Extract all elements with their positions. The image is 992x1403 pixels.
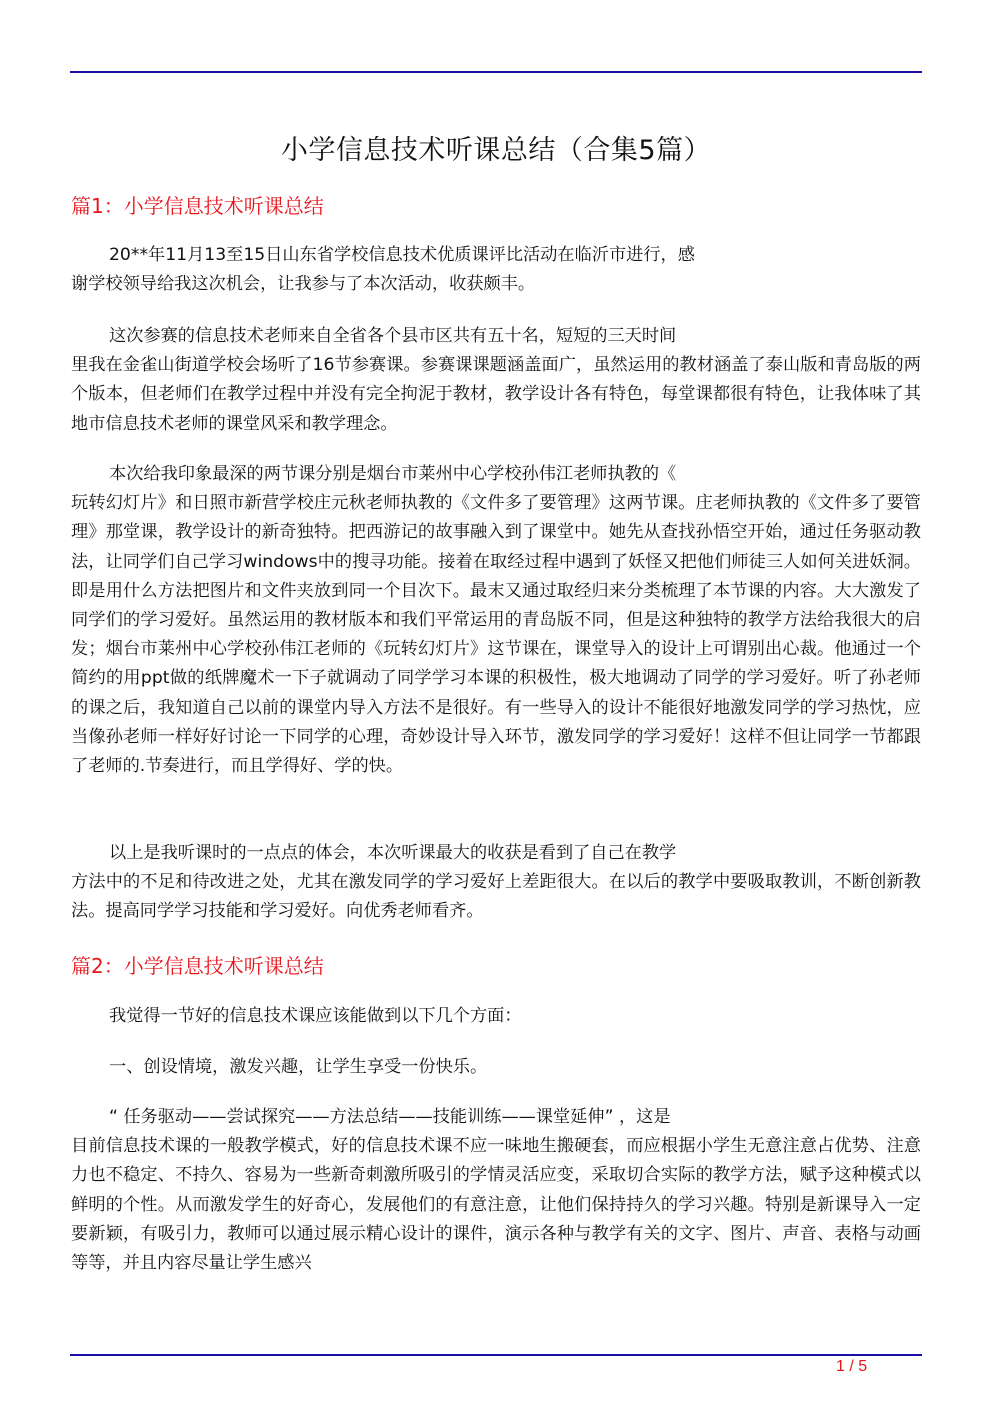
section-heading-1: 篇1：小学信息技术听课总结 bbox=[71, 194, 324, 218]
paragraph bbox=[71, 839, 921, 927]
paragraph-body: 谢学校领导给我这次机会，让我参与了本次活动，收获颇丰。 bbox=[71, 274, 536, 295]
paragraph-first-line: 以上是我听课时的一点点的体会，本次听课最大的收获是看到了自己在教学 bbox=[109, 843, 677, 863]
paragraph-body: 玩转幻灯片》和日照市新营学校庄元秋老师执教的《文件多了要管理》这两节课。庄老师执教的《文件多了要管理》那堂课，教学设计的新奇独特。把西游记的故事融入到了课堂中。她先从查找孙悟空开始，通过任务驱动教法，让同学们自己学习windows中的搜寻功能。接着在取经过程中遇到了妖怪又把他们师徒三人如何关进妖洞。即是用什么方法把图片和文件夹放到同一个目次下。最末又通过取经归来分类梳理了本节课的内容。大大激发了同学们的学习爱好。虽然运用的教材版本和我们平常运用的青岛版不同，但是这种独特的教学方法给我很大的启发；烟台市莱州中心学校孙伟江老师的《玩转幻灯片》这节课在，课堂导入的设计上可谓别出心裁。他通过一个简约的用ppt做的纸牌魔术一下子就调动了同学学习本课的积极性，极大地调动了同学的学习爱好。听了孙老师的课之后，我知道自己以前的课堂内导入方法不是很好。有一些导入的设计不能很好地激发同学的学习热忱，应当像孙老师一样好好讨论一下同学的心理，奇妙设计导入环节，激发同学的学习爱好！这样不但让同学一节都跟了老师的.节奏进行，而且学得好、学的快。 bbox=[71, 493, 921, 777]
paragraph-line: 一、创设情境，激发兴趣，让学生享受一份快乐。 bbox=[109, 1057, 488, 1077]
paragraph bbox=[71, 322, 921, 439]
paragraph-first-line: 本次给我印象最深的两节课分别是烟台市莱州中心学校孙伟江老师执教的《 bbox=[109, 464, 677, 484]
paragraph bbox=[71, 1103, 921, 1278]
document-title: 小学信息技术听课总结（合集5篇） bbox=[280, 135, 712, 166]
paragraph-first-line: 20**年11月13至15日山东省学校信息技术优质课评比活动在临沂市进行，感 bbox=[109, 245, 695, 265]
paragraph bbox=[71, 460, 921, 781]
paragraph-body: 里我在金雀山街道学校会场听了16节参赛课。参赛课课题涵盖面广，虽然运用的教材涵盖了泰山版和青岛版的两个版本，但老师们在教学过程中并没有完全拘泥于教材，教学设计各有特色，每堂课都很有特色，让我体味了其地市信息技术老师的课堂风采和教学理念。 bbox=[71, 355, 921, 434]
paragraph-line: 我觉得一节好的信息技术课应该能做到以下几个方面： bbox=[109, 1006, 522, 1026]
page-number: 1 / 5 bbox=[836, 1358, 868, 1375]
paragraph bbox=[71, 241, 921, 299]
paragraph-body: 方法中的不足和待改进之处，尤其在激发同学的学习爱好上差距很大。在以后的教学中要吸取教训，不断创新教法。提高同学学习技能和学习爱好。向优秀老师看齐。 bbox=[71, 872, 921, 922]
section-heading-2: 篇2：小学信息技术听课总结 bbox=[71, 954, 324, 978]
footer-rule bbox=[70, 1354, 922, 1356]
header-rule bbox=[70, 71, 922, 73]
paragraph-first-line: “ 任务驱动——尝试探究——方法总结——技能训练——课堂延伸” ，这是 bbox=[109, 1107, 671, 1127]
paragraph-body: 目前信息技术课的一般教学模式，好的信息技术课不应一味地生搬硬套，而应根据小学生无意注意占优势、注意力也不稳定、不持久、容易为一些新奇刺激所吸引的学情灵活应变，采取切合实际的教学方法，赋予这种模式以鲜明的个性。从而激发学生的好奇心，发展他们的有意注意，让他们保持持久的学习兴趣。特别是新课导入一定要新颖，有吸引力，教师可以通过展示精心设计的课件，演示各种与教学有关的文字、图片、声音、表格与动画等等，并且内容尽量让学生感兴 bbox=[71, 1136, 921, 1274]
paragraph-first-line: 这次参赛的信息技术老师来自全省各个县市区共有五十名，短短的三天时间 bbox=[109, 326, 677, 346]
